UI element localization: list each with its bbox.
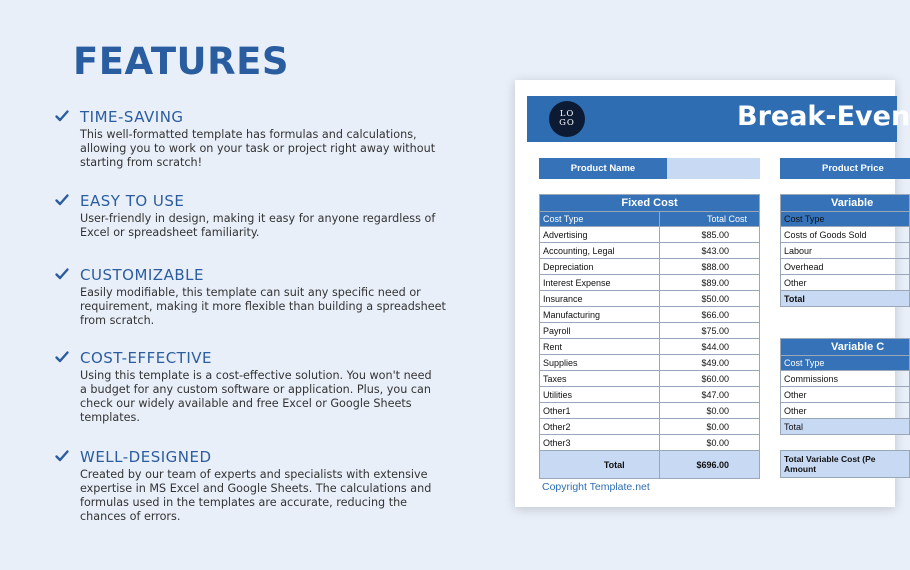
column-header: Cost Type	[540, 212, 660, 227]
table-row: Other1 $0.00	[540, 403, 760, 419]
feature-description: This well-formatted template has formulas and calculations, allowing you to work on your task or project right away without starting from scratch!	[80, 128, 436, 169]
feature-cost-effective	[55, 349, 455, 425]
table-row: Other	[781, 387, 910, 403]
sheet-title: Break-Even	[737, 101, 910, 132]
features-heading: FEATURES	[73, 40, 290, 83]
feature-description: User-friendly in design, making it easy for anyone regardless of Excel or spreadsheet familiarity.	[80, 212, 436, 239]
checkmark-icon	[55, 350, 69, 364]
feature-title: TIME-SAVING	[80, 108, 184, 126]
table-row: Taxes $60.00	[540, 371, 760, 387]
column-header: Cost Type	[781, 212, 910, 227]
table-row: Other2 $0.00	[540, 419, 760, 435]
checkmark-icon	[55, 193, 69, 207]
feature-time-saving	[55, 108, 455, 170]
table-row: Overhead	[781, 259, 910, 275]
product-name-cell[interactable]	[667, 158, 760, 179]
checkmark-icon	[55, 449, 69, 463]
variable-cost-table	[780, 194, 910, 307]
logo: LO GO	[549, 101, 585, 137]
table-row: Utilities $47.00	[540, 387, 760, 403]
variable-cost-title: Variable	[781, 195, 910, 212]
total-row: Total	[781, 291, 910, 307]
table-row: Payroll $75.00	[540, 323, 760, 339]
table-row: Commissions	[781, 371, 910, 387]
product-price-label: Product Price	[780, 158, 910, 179]
feature-title: CUSTOMIZABLE	[80, 266, 204, 284]
copyright-text: Copyright Template.net	[542, 481, 650, 493]
checkmark-icon	[55, 267, 69, 281]
table-row: Costs of Goods Sold	[781, 227, 910, 243]
feature-customizable	[55, 266, 455, 328]
spreadsheet-preview	[515, 80, 910, 507]
feature-title: EASY TO USE	[80, 192, 185, 210]
table-row: Supplies $49.00	[540, 355, 760, 371]
feature-title: COST-EFFECTIVE	[80, 349, 213, 367]
table-row: Interest Expense $89.00	[540, 275, 760, 291]
total-variable-cost-label: Total Variable Cost (Pe Amount	[780, 450, 910, 478]
feature-well-designed	[55, 448, 455, 524]
checkmark-icon	[55, 109, 69, 123]
feature-description: Created by our team of experts and specialists with extensive expertise in MS Excel and Google Sheets. The calculations and formulas used in the templates are accurate, reducing the chances of errors.	[80, 468, 432, 523]
column-header: Total Cost	[659, 212, 760, 227]
feature-description: Using this template is a cost-effective solution. You won't need a budget for any custom software or application. Plus, you can check our widely available and free Excel or Google Sheets templates.	[80, 369, 432, 424]
table-row: Other	[781, 275, 910, 291]
table-row: Manufacturing $66.00	[540, 307, 760, 323]
feature-title: WELL-DESIGNED	[80, 448, 212, 466]
total-row: Total	[781, 419, 910, 435]
variable-cost-table-2	[780, 338, 910, 435]
column-header: Cost Type	[781, 356, 910, 371]
fixed-cost-table	[539, 194, 760, 479]
total-row: Total $696.00	[540, 451, 760, 479]
table-row: Other	[781, 403, 910, 419]
table-row: Labour	[781, 243, 910, 259]
table-row: Depreciation $88.00	[540, 259, 760, 275]
product-name-label: Product Name	[539, 158, 667, 179]
feature-description: Easily modifiable, this template can suit any specific need or requirement, making it more flexible than building a spreadsheet from scratch.	[80, 286, 446, 327]
table-row: Insurance $50.00	[540, 291, 760, 307]
table-row: Accounting, Legal $43.00	[540, 243, 760, 259]
sheet-banner	[527, 96, 910, 142]
table-row: Advertising $85.00	[540, 227, 760, 243]
table-row: Rent $44.00	[540, 339, 760, 355]
fixed-cost-title: Fixed Cost	[540, 195, 760, 212]
feature-easy-to-use	[55, 192, 455, 240]
table-row: Other3 $0.00	[540, 435, 760, 451]
variable-cost-title: Variable C	[781, 339, 910, 356]
